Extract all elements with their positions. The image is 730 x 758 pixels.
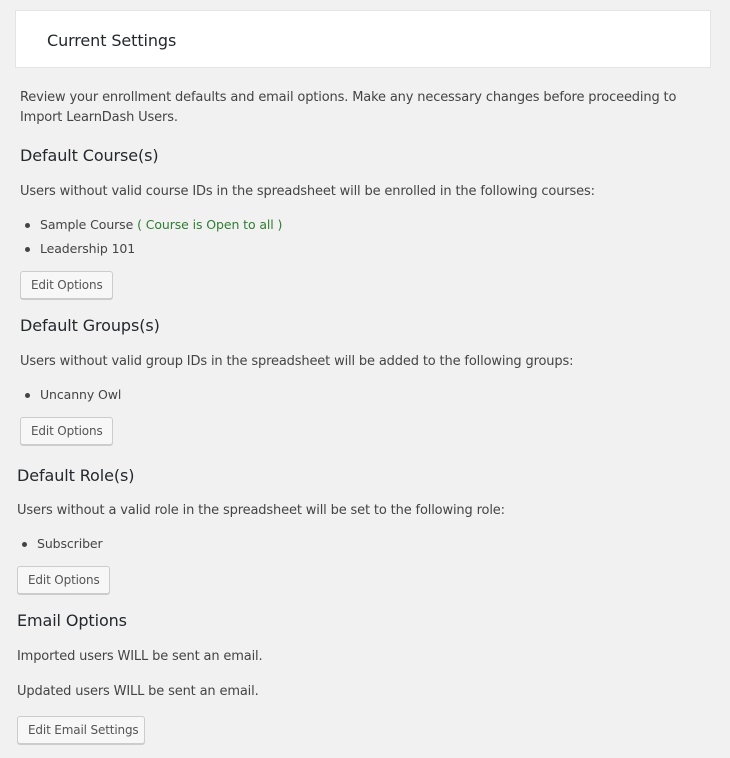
default-roles-description: Users without a valid role in the spreadsheet will be set to the following role: (17, 503, 505, 518)
default-courses-description: Users without valid course IDs in the spreadsheet will be enrolled in the following courses: (20, 184, 595, 199)
course-name: Leadership 101 (40, 241, 136, 256)
edit-email-settings-button[interactable]: Edit Email Settings (17, 716, 145, 744)
current-settings-header (15, 10, 711, 68)
list-item (40, 216, 282, 234)
list-item (40, 240, 135, 258)
default-courses-title: Default Course(s) (20, 146, 159, 165)
imported-users-email-text: Imported users WILL be sent an email. (17, 649, 263, 664)
list-item (37, 535, 103, 553)
role-name: Subscriber (37, 536, 103, 551)
bullet-icon (25, 247, 30, 252)
course-open-note: ( Course is Open to all ) (137, 217, 283, 232)
updated-users-email-text: Updated users WILL be sent an email. (17, 684, 259, 699)
page-title: Current Settings (47, 31, 177, 50)
default-roles-title: Default Role(s) (17, 466, 135, 485)
edit-courses-button[interactable]: Edit Options (20, 271, 113, 299)
group-name: Uncanny Owl (40, 387, 122, 402)
bullet-icon (25, 393, 30, 398)
default-groups-title: Default Groups(s) (20, 316, 160, 335)
bullet-icon (22, 542, 27, 547)
list-item (40, 386, 121, 404)
email-options-title: Email Options (17, 611, 127, 630)
intro-text: Review your enrollment defaults and email options. Make any necessary changes before proceeding to Import LearnDash Users. (20, 90, 677, 125)
course-name: Sample Course (40, 217, 134, 232)
edit-roles-button[interactable]: Edit Options (17, 566, 110, 594)
default-groups-description: Users without valid group IDs in the spreadsheet will be added to the following groups: (20, 354, 574, 369)
bullet-icon (25, 223, 30, 228)
edit-groups-button[interactable]: Edit Options (20, 417, 113, 445)
